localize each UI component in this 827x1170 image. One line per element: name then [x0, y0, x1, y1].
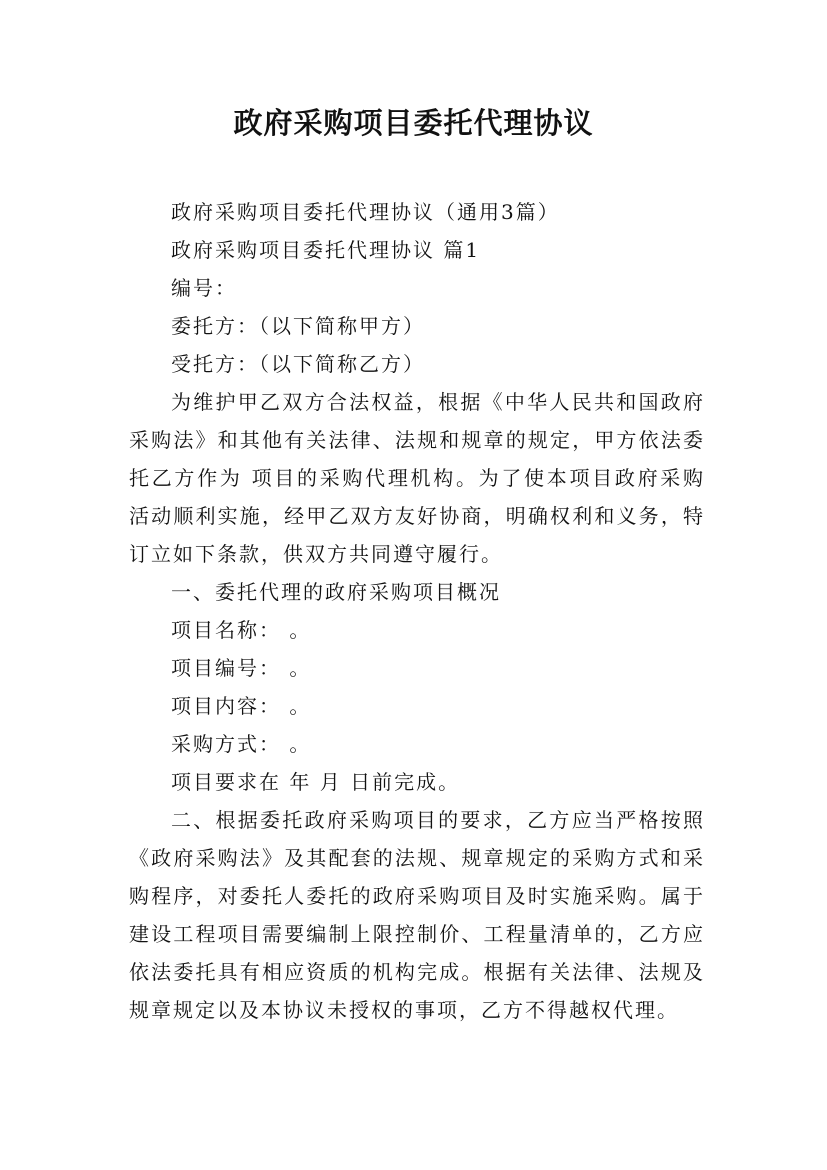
paragraph-preamble: 为维护甲乙双方合法权益，根据《中华人民共和国政府采购法》和其他有关法律、法规和规章的规定，甲方依法委托乙方作为 项目的采购代理机构。为了使本项目政府采购活动顺利实施，经甲乙双方友好协商，明确权利和义务，特订立如下条款，供双方共同遵守履行。 [129, 390, 705, 566]
paragraph-principal: 委托方：（以下简称甲方） [171, 314, 425, 338]
paragraph-project-number: 项目编号： 。 [171, 656, 312, 680]
document-body [129, 193, 705, 1029]
paragraph-procurement-method: 采购方式： 。 [171, 732, 312, 756]
paragraph-section-one: 一、委托代理的政府采购项目概况 [171, 580, 501, 604]
paragraph-heading-collection: 政府采购项目委托代理协议（通用3篇） [171, 200, 560, 224]
paragraph-agent: 受托方：（以下简称乙方） [171, 352, 425, 376]
paragraph-project-content: 项目内容： 。 [171, 694, 312, 718]
paragraph-heading-part1: 政府采购项目委托代理协议 篇1 [171, 238, 481, 262]
document-title: 政府采购项目委托代理协议 [233, 106, 594, 140]
paragraph-number: 编号： [171, 276, 237, 300]
paragraph-project-name: 项目名称： 。 [171, 618, 312, 642]
paragraph-section-two: 二、根据委托政府采购项目的要求，乙方应当严格按照《政府采购法》及其配套的法规、规章规定的采购方式和采购程序，对委托人委托的政府采购项目及时实施采购。属于建设工程项目需要编制上限控制价、工程量清单的，乙方应依法委托具有相应资质的机构完成。根据有关法律、法规及规章规定以及本协议未授权的事项，乙方不得越权代理。 [129, 808, 705, 1022]
paragraph-deadline: 项目要求在 年 月 日前完成。 [171, 770, 461, 794]
